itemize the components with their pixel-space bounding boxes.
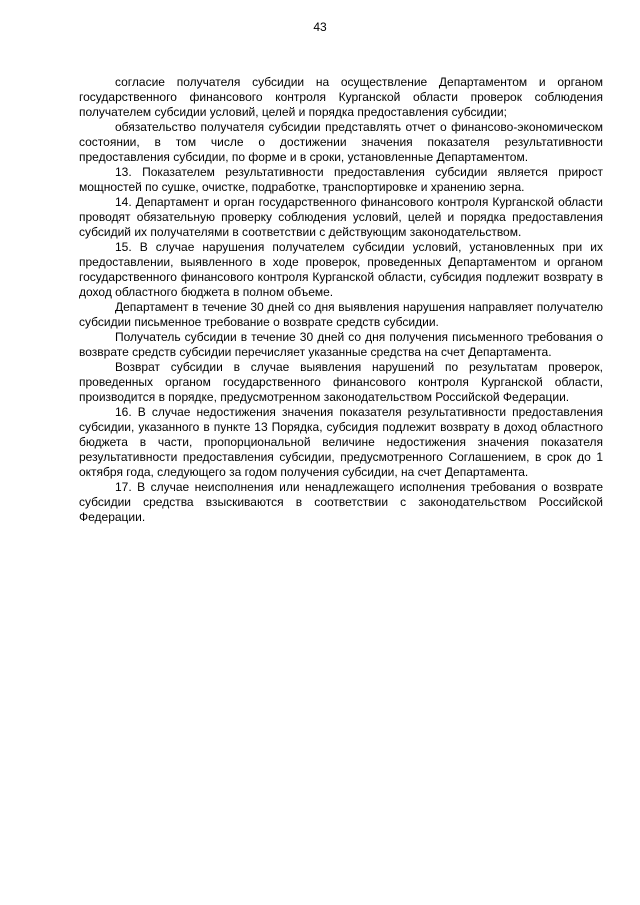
paragraph: 14. Департамент и орган государственного финансового контроля Курганской области проводят обязательную проверку соблюдения условий, целей и порядка предоставления субсидий их получателями в соответствии с действующим законодательством. <box>79 195 603 239</box>
paragraph: Получатель субсидии в течение 30 дней со дня получения письменного требования о возврате средств субсидии перечисляет указанные средства на счет Департамента. <box>79 330 603 359</box>
paragraph: обязательство получателя субсидии представлять отчет о финансово-экономическом состоянии, в том числе о достижении значения показателя результативности предоставления субсидии, по форме и в сроки, установленные Департаментом. <box>79 120 603 164</box>
paragraph: 17. В случае неисполнения или ненадлежащего исполнения требования о возврате субсидии средства взыскиваются в соответствии с законодательством Российской Федерации. <box>79 480 603 524</box>
paragraph: Департамент в течение 30 дней со дня выявления нарушения направляет получателю субсидии письменное требование о возврате средств субсидии. <box>79 300 603 329</box>
document-body <box>79 75 603 525</box>
paragraph: согласие получателя субсидии на осуществление Департаментом и органом государственного финансового контроля Курганской области проверок соблюдения получателем субсидии условий, целей и порядка предоставления субсидии; <box>79 75 603 119</box>
page-number: 43 <box>313 20 327 34</box>
paragraph: 16. В случае недостижения значения показателя результативности предоставления субсидии, указанного в пункте 13 Порядка, субсидия подлежит возврату в доход областного бюджета в части, пропорциональной величине недостижения значения показателя результативности предоставления субсидии, предусмотренного Соглашением, в срок до 1 октября года, следующего за годом получения субсидии, на счет Департамента. <box>79 405 603 479</box>
paragraph: Возврат субсидии в случае выявления нарушений по результатам проверок, проведенных органом государственного финансового контроля Курганской области, производится в порядке, предусмотренном законодательством Российской Федерации. <box>79 360 603 404</box>
paragraph: 15. В случае нарушения получателем субсидии условий, установленных при их предоставлении, выявленного в ходе проверок, проведенных Департаментом и органом государственного финансового контроля Курганской области, субсидия подлежит возврату в доход областного бюджета в полном объеме. <box>79 240 603 299</box>
paragraph: 13. Показателем результативности предоставления субсидии является прирост мощностей по сушке, очистке, подработке, транспортировке и хранению зерна. <box>79 165 603 194</box>
